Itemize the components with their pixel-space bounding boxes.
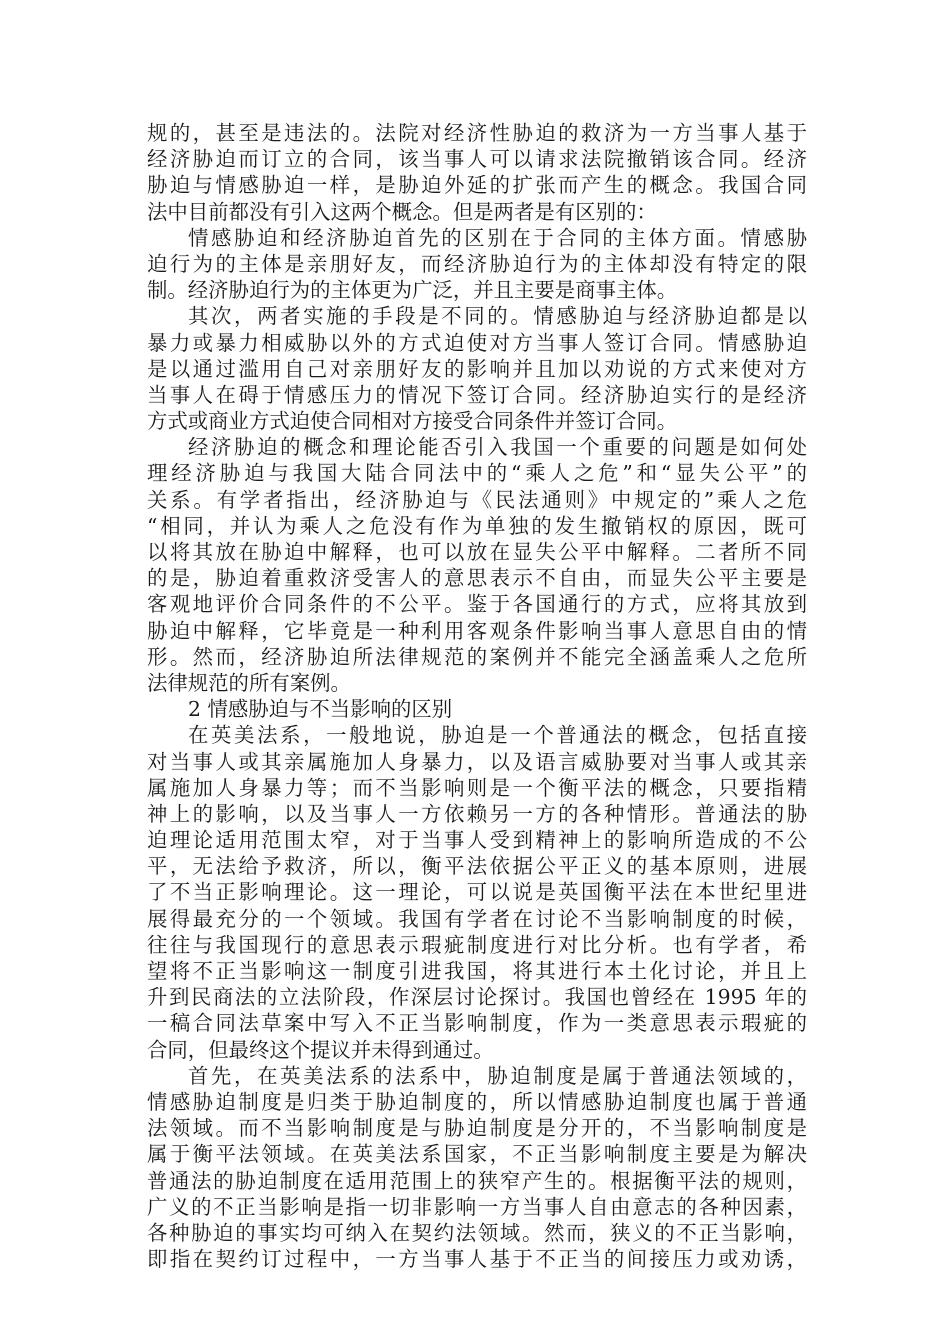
text-line: 了不当正影响理论。这一理论，可以说是英国衡平法在本世纪里进: [147, 880, 807, 905]
text-line: 对当事人或其亲属施加人身暴力，以及语言威胁要对当事人或其亲: [147, 749, 807, 774]
text-line: 首先，在英美法系的法系中，胁迫制度是属于普通法领域的，: [188, 1063, 807, 1088]
text-line: 情感胁迫制度是归类于胁迫制度的，所以情感胁迫制度也属于普通: [147, 1089, 807, 1114]
section-heading: 2 情感胁迫与不当影响的区别: [188, 697, 453, 722]
text-line: “相同，并认为乘人之危没有作为单独的发生撤销权的原因，既可: [147, 513, 807, 538]
text-line: 制。经济胁迫行为的主体更为广泛，并且主要是商事主体。: [147, 278, 678, 303]
text-line: 展得最充分的一个领域。我国有学者在讨论不当影响制度的时候，: [147, 906, 807, 931]
text-line: 暴力或暴力相威胁以外的方式迫使对方当事人签订合同。情感胁迫: [147, 330, 807, 355]
text-line: 关系。有学者指出，经济胁迫与《民法通则》中规定的”乘人之危: [147, 487, 807, 512]
text-line: 规的，甚至是违法的。法院对经济性胁迫的救济为一方当事人基于: [147, 121, 807, 145]
text-line: 迫行为的主体是亲朋好友，而经济胁迫行为的主体却没有特定的限: [147, 251, 807, 276]
text-line: 普通法的胁迫制度在适用范围上的狭窄产生的。根据衡平法的规则，: [147, 1168, 807, 1193]
text-line: 经济胁迫而订立的合同，该当事人可以请求法院撤销该合同。经济: [147, 147, 807, 172]
text-line: 在英美法系，一般地说，胁迫是一个普通法的概念，包括直接: [188, 723, 807, 748]
text-line: 的是，胁迫着重救济受害人的意思表示不自由，而显失公平主要是: [147, 566, 807, 591]
text-line: 经济胁迫的概念和理论能否引入我国一个重要的问题是如何处: [188, 435, 807, 460]
text-line: 广义的不正当影响是指一切非影响一方当事人自由意志的各种因素，: [147, 1194, 807, 1219]
text-line: 法领域。而不当影响制度是与胁迫制度是分开的，不当影响制度是: [147, 1116, 807, 1141]
text-line: 法律规范的所有案例。: [147, 670, 351, 695]
text-line: 迫理论适用范围太窄，对于当事人受到精神上的影响所造成的不公: [147, 828, 807, 853]
text-line: 一稿合同法草案中写入不正当影响制度，作为一类意思表示瑕疵的: [147, 1011, 807, 1036]
document-body: [147, 120, 807, 1272]
text-line: 以将其放在胁迫中解释，也可以放在显失公平中解释。二者所不同: [147, 540, 807, 564]
text-line: 形。然而，经济胁迫所法律规范的案例并不能完全涵盖乘人之危所: [147, 644, 807, 669]
text-line: 属于衡平法领域。在英美法系国家，不正当影响制度主要是为解决: [147, 1142, 807, 1167]
text-line: 胁迫中解释，它毕竟是一种利用客观条件影响当事人意思自由的情: [147, 618, 807, 643]
text-line: 情感胁迫和经济胁迫首先的区别在于合同的主体方面。情感胁: [188, 225, 807, 250]
text-line: 往往与我国现行的意思表示瑕疵制度进行对比分析。也有学者，希: [147, 932, 807, 957]
text-line: 即指在契约订过程中，一方当事人基于不正当的间接压力或劝诱，: [147, 1247, 807, 1272]
text-line: 其次，两者实施的手段是不同的。情感胁迫与经济胁迫都是以: [188, 304, 807, 329]
text-line: 各种胁迫的事实均可纳入在契约法领域。然而，狭义的不正当影响，: [147, 1220, 807, 1245]
text-line: 是以通过滥用自己对亲朋好友的影响并且加以劝说的方式来使对方: [147, 356, 807, 381]
text-line: 胁迫与情感胁迫一样，是胁迫外延的扩张而产生的概念。我国合同: [147, 173, 807, 198]
text-line: 法中目前都没有引入这两个概念。但是两者是有区别的：: [147, 199, 657, 224]
text-line: 当事人在碍于情感压力的情况下签订合同。经济胁迫实行的是经济: [147, 382, 807, 407]
text-line: 理经济胁迫与我国大陆合同法中的“乘人之危”和“显失公平”的: [147, 461, 807, 486]
text-line: 方式或商业方式迫使合同相对方接受合同条件并签订合同。: [147, 409, 678, 434]
text-line: 合同，但最终这个提议并未得到通过。: [147, 1037, 494, 1062]
text-line: 平，无法给予救济，所以，衡平法依据公平正义的基本原则，进展: [147, 854, 807, 879]
text-line: 望将不正当影响这一制度引进我国，将其进行本土化讨论，并且上: [147, 959, 807, 983]
text-line: 客观地评价合同条件的不公平。鉴于各国通行的方式，应将其放到: [147, 592, 807, 617]
text-line: 属施加人身暴力等；而不当影响则是一个衡平法的概念，只要指精: [147, 775, 807, 800]
text-line: 神上的影响，以及当事人一方依赖另一方的各种情形。普通法的胁: [147, 801, 807, 826]
text-line: 升到民商法的立法阶段，作深层讨论探讨。我国也曾经在 1995 年的: [147, 985, 807, 1010]
